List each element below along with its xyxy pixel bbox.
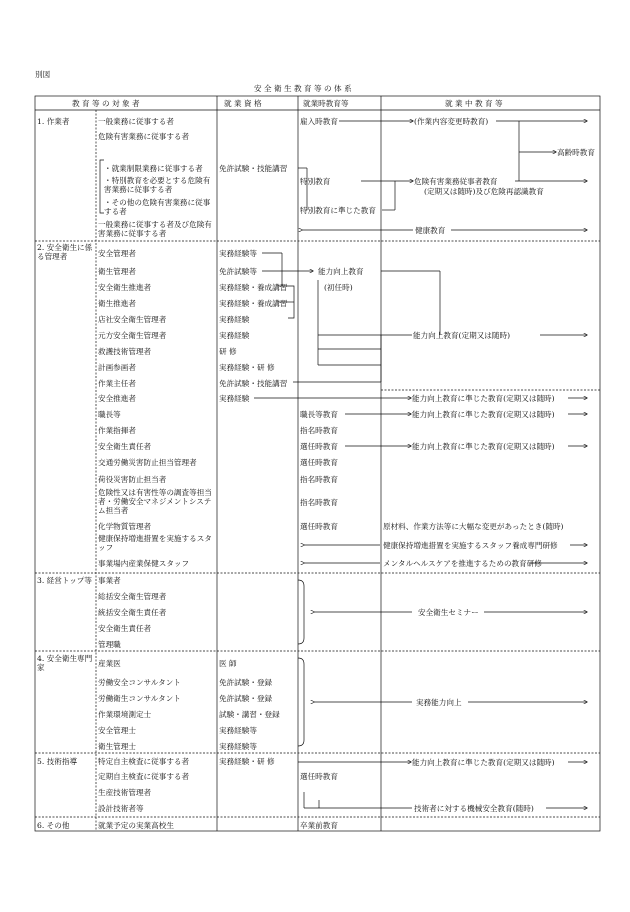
s2-row-name: 元方安全衛生管理者 bbox=[98, 331, 167, 340]
s2-row-emp: 選任時教育 bbox=[300, 522, 338, 531]
s2-row-qual: 免許試験・技能講習 bbox=[219, 379, 288, 388]
doc-label: 別図 bbox=[35, 70, 51, 79]
s4-row-name: 労働衛生コンサルタント bbox=[98, 694, 181, 703]
s4-row-name: 衛生管理士 bbox=[98, 742, 136, 751]
s4-heading: 4. 安全衛生専門家 bbox=[37, 654, 93, 672]
s3-heading: 3. 経営トップ等 bbox=[37, 576, 92, 585]
s5-row-qual: 実務経験・研 修 bbox=[219, 757, 275, 766]
s4-row-name: 作業環境測定士 bbox=[98, 710, 152, 719]
s2-row-name: 店社安全衛生管理者 bbox=[98, 315, 167, 324]
s1-emp: (定期又は随時)及び危険再認識教育 bbox=[424, 187, 544, 196]
s2-row-name: 事業場内産業保健スタッフ bbox=[98, 559, 190, 568]
s1-emp: 危険有害業務従事者教育 bbox=[414, 177, 498, 186]
s2-cap: 能力向上教育 bbox=[318, 267, 364, 276]
s1-heading: 1. 作業者 bbox=[37, 117, 70, 126]
s2-row-qual: 実務経験 bbox=[219, 394, 250, 403]
s5-ann: 技術者に対する機械安全教育(随時) bbox=[414, 804, 534, 813]
s2-row-qual: 実務経験・養成講習 bbox=[219, 283, 288, 292]
s2-ann: 原材料、作業方法等に大幅な変更があったとき(随時) bbox=[383, 522, 564, 531]
s1-row: 一般業務に従事する者 bbox=[98, 117, 174, 126]
s5-row-name: 生産技術管理者 bbox=[98, 788, 152, 797]
s2-row-name: 衛生推進者 bbox=[98, 299, 136, 308]
s1-row: 危険有害業務に従事する者 bbox=[98, 132, 190, 141]
s1-row: ・特別教育を必要とする危険有害業務に従事する者 bbox=[104, 176, 211, 194]
s2-row-emp: 指名時教育 bbox=[300, 475, 338, 484]
s3-row-name: 統括安全衛生責任者 bbox=[98, 608, 167, 617]
s3-ann: 安全衛生セミナー bbox=[418, 608, 479, 617]
s6-heading: 6. その他 bbox=[37, 821, 70, 830]
s2-row-qual: 実務経験 bbox=[219, 331, 250, 340]
s2-row-name: 荷役災害防止担当者 bbox=[98, 475, 167, 484]
header-hiring: 就業時教育等 bbox=[303, 99, 349, 108]
header-target: 教 育 等 の 対 象 者 bbox=[72, 99, 140, 108]
s2-row-qual: 実務経験等 bbox=[219, 249, 257, 258]
s5-row-name: 定期自主検査に従事する者 bbox=[98, 772, 190, 781]
s1-emp: (作業内容変更時教育) bbox=[414, 117, 489, 126]
s4-row-qual: 免許試験・登録 bbox=[219, 678, 273, 687]
s2-ann: 能力向上教育に準じた教育(定期又は随時) bbox=[412, 442, 555, 451]
s2-row-name: 作業主任者 bbox=[98, 379, 136, 388]
s1-hire: 特別教育 bbox=[300, 177, 331, 186]
s2-row-qual: 研 修 bbox=[219, 347, 237, 356]
s2-row-name: 計画参画者 bbox=[98, 363, 136, 372]
s1-hire: 雇入時教育 bbox=[300, 117, 338, 126]
s6-row: 就業予定の実業高校生 bbox=[98, 821, 174, 830]
s4-row-name: 労働安全コンサルタント bbox=[98, 678, 181, 687]
s4-row-qual: 実務経験等 bbox=[219, 742, 257, 751]
s2-ann: 能力向上教育(定期又は随時) bbox=[413, 331, 511, 340]
s1-row: 一般業務に従事する者及び危険有害業務に従事する者 bbox=[98, 220, 212, 238]
s4-row-name: 産業医 bbox=[98, 659, 121, 668]
s2-row-name: 安全推進者 bbox=[98, 394, 136, 403]
s2-row-emp: 指名時教育 bbox=[300, 426, 338, 435]
header-employment: 就 業 中 教 育 等 bbox=[445, 99, 503, 108]
s2-row-qual: 免許試験等 bbox=[219, 267, 257, 276]
s2-row-qual: 実務経験・研 修 bbox=[219, 363, 275, 372]
s5-row-name: 設計技術者等 bbox=[98, 804, 144, 813]
s2-row-name: 安全管理者 bbox=[98, 249, 136, 258]
s2-row-name: 安全衛生責任者 bbox=[98, 442, 152, 451]
s2-row-name: 作業指揮者 bbox=[98, 426, 136, 435]
s2-row-name: 職長等 bbox=[98, 410, 121, 419]
s2-heading: 2. 安全衛生に係る管理者 bbox=[37, 243, 93, 261]
s4-row-qual: 医 師 bbox=[219, 659, 237, 668]
s2-row-emp: 選任時教育 bbox=[300, 442, 338, 451]
s2-row-name: 安全衛生推進者 bbox=[98, 283, 152, 292]
s4-row-qual: 試験・講習・登録 bbox=[219, 710, 280, 719]
header-qualification: 就 業 資 格 bbox=[224, 99, 262, 108]
s2-row-qual: 実務経験 bbox=[219, 315, 250, 324]
s2-row-name: 交通労働災害防止担当管理者 bbox=[98, 458, 197, 467]
s2-ann: メンタルヘルスケアを推進するための教育研修 bbox=[383, 559, 542, 568]
s2-row-emp: 選任時教育 bbox=[300, 458, 338, 467]
doc-title: 安 全 衛 生 教 育 等 の 体 系 bbox=[254, 84, 352, 93]
s1-hire: 特別教育に準じた教育 bbox=[300, 206, 376, 215]
s2-row-name: 救護技術管理者 bbox=[98, 347, 152, 356]
s2-cap: (初任時) bbox=[324, 283, 353, 292]
s3-row-name: 安全衛生責任者 bbox=[98, 624, 152, 633]
s2-row-name: 化学物質管理者 bbox=[98, 522, 152, 531]
s2-row-qual: 実務経験・養成講習 bbox=[219, 299, 288, 308]
s5-row-emp: 選任時教育 bbox=[300, 772, 338, 781]
s1-emp: 高齢時教育 bbox=[557, 148, 595, 157]
s3-row-name: 管理職 bbox=[98, 640, 121, 649]
s2-row-name: 危険性又は有害性等の調査等担当者・労働安全マネジメントシステム担当者 bbox=[98, 488, 212, 515]
s2-row-name: 健康保持増進措置を実施するスタッフ bbox=[98, 534, 212, 552]
s3-row-name: 事業者 bbox=[98, 576, 121, 585]
s1-qual: 免許試験・技能講習 bbox=[219, 164, 288, 173]
s2-row-emp: 指名時教育 bbox=[300, 498, 338, 507]
s2-ann: 健康保持増進措置を実施するスタッフ養成専門研修 bbox=[383, 541, 558, 550]
s2-ann: 能力向上教育に準じた教育(定期又は随時) bbox=[412, 410, 555, 419]
s2-row-name: 衛生管理者 bbox=[98, 267, 136, 276]
s3-row-name: 総括安全衛生管理者 bbox=[98, 592, 167, 601]
s1-row: ・就業制限業務に従事する者 bbox=[104, 164, 203, 173]
s2-row-emp: 職長等教育 bbox=[300, 410, 338, 419]
s5-ann: 能力向上教育に準じた教育(定期又は随時) bbox=[412, 758, 555, 767]
s2-ann: 能力向上教育に準じた教育(定期又は随時) bbox=[412, 394, 555, 403]
s4-ann: 実務能力向上 bbox=[416, 698, 462, 707]
s5-heading: 5. 技術指導 bbox=[37, 757, 78, 766]
s6-emp: 卒業前教育 bbox=[300, 821, 338, 830]
s4-row-name: 安全管理士 bbox=[98, 726, 136, 735]
s5-row-name: 特定自主検査に従事する者 bbox=[98, 757, 190, 766]
s1-emp: 健康教育 bbox=[415, 226, 446, 235]
s1-row: ・その他の危険有害業務に従事する者 bbox=[104, 198, 211, 216]
s4-row-qual: 実務経験等 bbox=[219, 726, 257, 735]
s4-row-qual: 免許試験・登録 bbox=[219, 694, 273, 703]
